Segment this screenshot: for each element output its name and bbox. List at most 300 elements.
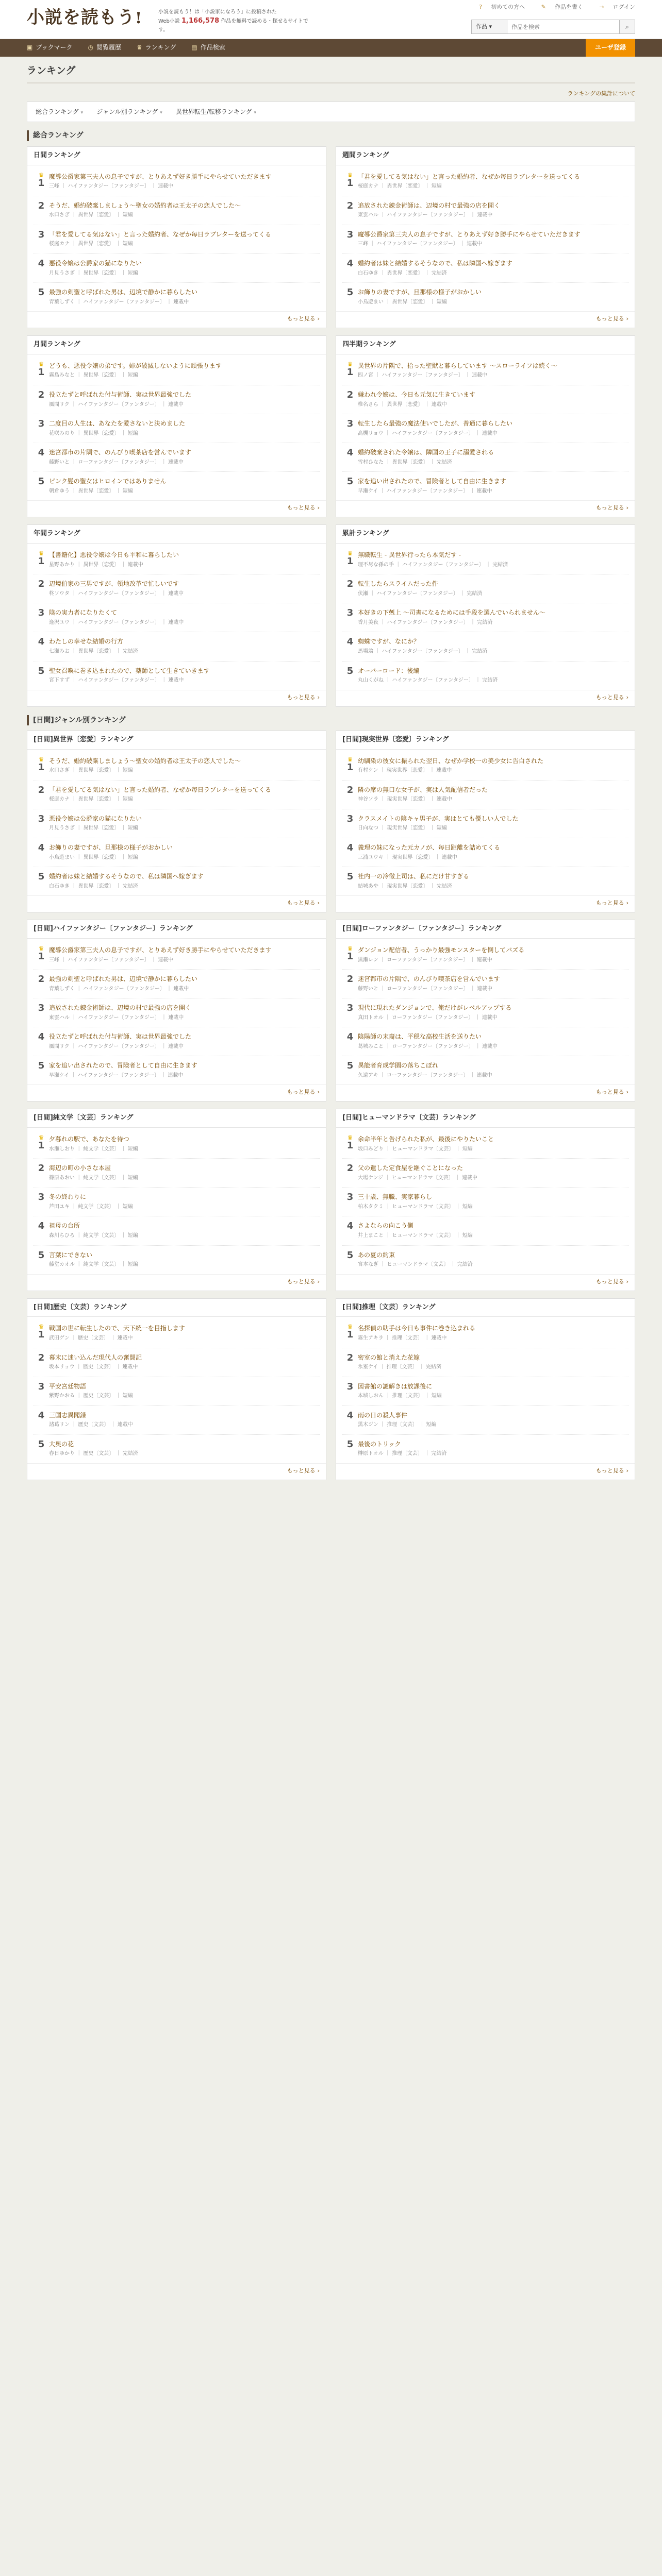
rank-number-value: 2 <box>38 1163 45 1174</box>
rank-number-value: 2 <box>38 1352 45 1363</box>
logo-mark: ! <box>135 9 143 27</box>
search-button[interactable] <box>620 20 635 34</box>
ranking-item <box>34 1056 320 1084</box>
rank-number-value: 1 <box>38 366 45 378</box>
novel-title-link[interactable]: 無職転生 - 異世界行ったら本気だす - <box>358 551 461 559</box>
rank-number-value: 1 <box>346 1140 354 1151</box>
more-link-label: もっと見る <box>287 315 316 323</box>
novel-title-link[interactable]: 「君を愛してる気はない」と言った婚約者、なぜか毎日ラブレターを送ってくる <box>358 173 581 180</box>
ranking-item-body <box>358 259 628 277</box>
novel-meta: 諸葛リン ｜ 歴史〔文芸〕 ｜ 連載中 <box>49 1422 133 1428</box>
novel-title-link[interactable]: 「君を愛してる気はない」と言った婚約者、なぜか毎日ラブレターを送ってくる <box>49 230 272 238</box>
novel-title-link[interactable]: 異能者育成学園の落ちこぼれ <box>358 1062 439 1070</box>
ranking-item-body <box>49 1439 320 1458</box>
rank-number <box>34 1221 49 1240</box>
rank-number-value: 2 <box>38 579 45 590</box>
crown-icon: ♛ <box>38 171 44 179</box>
ranking-list <box>27 1128 326 1274</box>
ranking-list <box>336 544 635 689</box>
ranking-item <box>342 225 628 254</box>
novel-title-link[interactable]: 最強の剣聖と呼ばれた男は、辺境で静かに暮らしたい <box>49 289 198 296</box>
more-link[interactable] <box>336 895 635 912</box>
novel-title-link[interactable]: 三十歳、無職、実家暮らし <box>358 1193 433 1201</box>
novel-meta: 東雲ハル ｜ ハイファンタジー〔ファンタジー〕 ｜ 連載中 <box>49 1014 184 1021</box>
ranking-box-title: 月間ランキング <box>27 336 326 354</box>
novel-title-link[interactable]: 義理の妹になった元カノが、毎日距離を詰めてくる <box>358 843 501 851</box>
more-link[interactable] <box>336 690 635 706</box>
novel-meta: 雪村ひなた ｜ 異世界〔恋愛〕 ｜ 完結済 <box>358 459 452 465</box>
ranking-item-body <box>49 1003 320 1022</box>
novel-title-link[interactable]: 海辺の町の小さな本屋 <box>49 1164 111 1172</box>
novel-title-link[interactable]: 転生したら最強の魔法使いでしたが、普通に暮らしたい <box>358 420 513 428</box>
section-title: [日間]ジャンル別ランキング <box>27 715 635 725</box>
more-link[interactable] <box>27 690 326 706</box>
rank-number <box>342 1032 358 1050</box>
rank-number-value: 5 <box>38 1060 45 1072</box>
ranking-item-body <box>358 361 628 380</box>
more-link[interactable] <box>336 1274 635 1291</box>
ranking-item-body <box>49 843 320 861</box>
ranking-item-body <box>358 477 628 495</box>
novel-meta: 桜庭カナ ｜ 異世界〔恋愛〕 ｜ 短編 <box>49 241 133 247</box>
ranking-item <box>34 1319 320 1348</box>
novel-title-link[interactable]: 悪役令嬢は公爵家の猫になりたい <box>49 815 142 822</box>
novel-meta: 久遠アキ ｜ ローファンタジー〔ファンタジー〕 ｜ 連載中 <box>358 1072 492 1078</box>
ranking-box-title: [日間]純文学〔文芸〕ランキング <box>27 1109 326 1128</box>
rank-number-value: 1 <box>38 177 45 189</box>
more-link[interactable] <box>336 1463 635 1480</box>
rank-number <box>342 1411 358 1429</box>
rank-number <box>34 390 49 409</box>
ranking-item-body <box>49 666 320 685</box>
chevron-right-icon: › <box>317 900 320 907</box>
search-category-select[interactable] <box>471 20 507 34</box>
ranking-item <box>342 632 628 661</box>
rank-number-value: 2 <box>38 389 45 400</box>
ranking-item-body <box>358 756 628 775</box>
novel-title-link[interactable]: 現代に現れたダンジョンで、俺だけがレベルアップする <box>358 1004 512 1012</box>
rank-number <box>34 201 49 219</box>
novel-meta: 月見うさぎ ｜ 異世界〔恋愛〕 ｜ 短編 <box>49 270 138 276</box>
ranking-item <box>34 1246 320 1274</box>
ranking-item-body <box>49 259 320 277</box>
ranking-item <box>342 1188 628 1216</box>
novel-title-link[interactable]: 家を追い出されたので、冒険者として自由に生きます <box>49 1062 197 1070</box>
rank-number-value: 4 <box>346 1221 354 1232</box>
chevron-right-icon: › <box>317 504 320 512</box>
novel-title-link[interactable]: 大奥の花 <box>49 1440 74 1448</box>
chevron-right-icon: › <box>626 1089 628 1096</box>
ranking-item <box>342 1056 628 1084</box>
rank-number <box>34 172 49 191</box>
ranking-item <box>34 752 320 781</box>
novel-title-link[interactable]: 三国志異聞録 <box>49 1411 87 1419</box>
novel-meta: 宮本なぎ ｜ ヒューマンドラマ〔文芸〕 ｜ 完結済 <box>358 1262 473 1268</box>
ranking-item <box>34 1377 320 1406</box>
ranking-item <box>34 998 320 1027</box>
section-title: 総合ランキング <box>27 130 635 141</box>
novel-title-link[interactable]: クラスメイトの陰キャ男子が、実はとても優しい人でした <box>358 815 519 822</box>
novel-title-link[interactable]: お飾りの妻ですが、旦那様の様子がおかしい <box>358 289 482 296</box>
ranking-item-body <box>358 1439 628 1458</box>
util-link-write[interactable] <box>534 4 583 10</box>
novel-meta: 水口さぎ ｜ 異世界〔恋愛〕 ｜ 短編 <box>49 768 133 774</box>
novel-title-link[interactable]: 役立たずと呼ばれた付与術師、実は世界最強でした <box>49 1033 192 1041</box>
ranking-item <box>34 1406 320 1435</box>
ranking-list <box>27 1317 326 1463</box>
novel-meta: 井上まこと ｜ ヒューマンドラマ〔文芸〕 ｜ 短編 <box>358 1233 473 1239</box>
novel-title-link[interactable]: 悪役令嬢は公爵家の猫になりたい <box>49 259 142 267</box>
ranking-item-body <box>49 1163 320 1182</box>
ranking-item <box>34 1130 320 1159</box>
ranking-box <box>336 146 635 328</box>
ranking-item-body <box>49 477 320 495</box>
novel-title-link[interactable]: 雨の日の殺人事件 <box>358 1411 408 1419</box>
novel-title-link[interactable]: わたしの幸せな結婚の行方 <box>49 638 124 646</box>
nav-item-bookmark[interactable] <box>27 43 73 52</box>
rank-number-value: 5 <box>346 871 354 883</box>
novel-title-link[interactable]: 最後のトリック <box>358 1440 401 1448</box>
novel-title-link[interactable]: 父の遺した定食屋を継ぐことになった <box>358 1164 464 1172</box>
novel-title-link[interactable]: 迷宮都市の片隅で、のんびり喫茶店を営んでいます <box>358 975 500 983</box>
novel-title-link[interactable]: 辺境伯家の三男ですが、領地改革で忙しいです <box>49 580 179 588</box>
rank-number <box>342 814 358 833</box>
ranking-item-body <box>49 1192 320 1211</box>
more-link[interactable] <box>27 895 326 912</box>
novel-title-link[interactable]: 幕末に迷い込んだ現代人の奮闘記 <box>49 1353 142 1361</box>
subnav-genre[interactable] <box>96 108 162 116</box>
crown-icon: ♛ <box>347 755 353 763</box>
ranking-item <box>342 1159 628 1188</box>
ranking-item <box>342 1435 628 1463</box>
novel-meta: 朝倉ゆう ｜ 異世界〔恋愛〕 ｜ 短編 <box>49 488 133 494</box>
crown-icon: ♛ <box>38 944 44 952</box>
rank-number-value: 3 <box>38 418 45 430</box>
ranking-item <box>342 941 628 970</box>
rank-number <box>34 637 49 655</box>
crown-icon: ♛ <box>38 1134 44 1142</box>
rank-number-value: 5 <box>346 1249 354 1261</box>
rank-number-value: 1 <box>346 761 354 773</box>
novel-meta: 馬場翁 ｜ ハイファンタジー〔ファンタジー〕 ｜ 完結済 <box>358 649 488 654</box>
rank-number <box>342 1192 358 1211</box>
novel-meta: 桜庭カナ ｜ 異世界〔恋愛〕 ｜ 短編 <box>358 183 442 190</box>
novel-title-link[interactable]: 言葉にできない <box>49 1251 93 1259</box>
ranking-item <box>342 662 628 690</box>
rank-number <box>34 1324 49 1342</box>
ranking-box-title: [日間]ヒューマンドラマ〔文芸〕ランキング <box>336 1109 635 1128</box>
ranking-item <box>34 472 320 500</box>
rank-number <box>342 872 358 890</box>
novel-title-link[interactable]: 平安宮廷物語 <box>49 1382 87 1390</box>
novel-title-link[interactable]: 異世界の片隅で、拾った聖獣と暮らしています ～スローライフは続く～ <box>358 362 557 369</box>
rank-number-value: 2 <box>38 784 45 795</box>
novel-title-link[interactable]: 陰の実力者になりたくて <box>49 609 118 617</box>
ranking-item-body <box>358 1192 628 1211</box>
ranking-list <box>336 750 635 895</box>
novel-meta: 青葉しずく ｜ ハイファンタジー〔ファンタジー〕 ｜ 連載中 <box>49 299 189 305</box>
novel-meta: 神谷ソラ ｜ 現実世界〔恋愛〕 ｜ 連載中 <box>358 796 452 803</box>
ranking-item <box>342 809 628 838</box>
user-register-button[interactable]: ユーザ登録 <box>586 39 635 57</box>
more-link-label: もっと見る <box>595 693 624 701</box>
logo-text: 小説を読もう <box>27 7 135 28</box>
ranking-box-title: 日間ランキング <box>27 147 326 165</box>
ranking-box <box>27 335 326 517</box>
novel-title-link[interactable]: 余命半年と告げられた私が、最後にやりたいこと <box>358 1136 494 1143</box>
chevron-down-icon: ▾ <box>489 23 492 30</box>
novel-title-link[interactable]: 冬の終わりに <box>49 1193 87 1201</box>
ranking-list <box>336 1317 635 1463</box>
rank-number <box>342 608 358 626</box>
novel-title-link[interactable]: 追放された錬金術師は、辺境の村で最強の店を開く <box>49 1004 192 1012</box>
rank-number-value: 4 <box>346 842 354 853</box>
novel-title-link[interactable]: 嫌われ令嬢は、今日も元気に生きています <box>358 391 476 398</box>
chevron-right-icon: › <box>626 504 628 512</box>
ranking-item <box>34 1216 320 1245</box>
rank-number <box>34 550 49 569</box>
rank-number-value: 1 <box>38 761 45 773</box>
novel-title-link[interactable]: ピンク髪の聖女はヒロインではありません <box>49 478 167 485</box>
site-logo[interactable] <box>27 5 142 30</box>
novel-title-link[interactable]: 陰陽師の末裔は、平穏な高校生活を送りたい <box>358 1033 482 1041</box>
ranking-box-title: 四半期ランキング <box>336 336 635 354</box>
novel-title-link[interactable]: ダンジョン配信者、うっかり最強モンスターを倒してバズる <box>358 946 525 954</box>
novel-title-link[interactable]: そうだ、婚約破棄しましょう～聖女の婚約者は王太子の恋人でした～ <box>49 757 241 765</box>
novel-title-link[interactable]: 「君を愛してる気はない」と言った婚約者、なぜか毎日ラブレターを送ってくる <box>49 786 272 793</box>
chevron-down-icon: ▾ <box>160 110 162 115</box>
novel-title-link[interactable]: 密室の館と消えた花嫁 <box>358 1353 420 1361</box>
novel-meta: 藤堂カオル ｜ 純文学〔文芸〕 ｜ 短編 <box>49 1262 138 1268</box>
ranking-item-body <box>49 785 320 804</box>
ranking-item <box>342 603 628 632</box>
rank-number <box>34 1353 49 1371</box>
util-link-guide[interactable] <box>472 4 525 10</box>
ranking-box-title: 週間ランキング <box>336 147 635 165</box>
nav-item-ranking[interactable] <box>137 43 176 52</box>
chevron-right-icon: › <box>317 1089 320 1096</box>
ranking-item-body <box>49 872 320 890</box>
more-link-label: もっと見る <box>595 315 624 323</box>
rank-number-value: 3 <box>346 607 354 619</box>
rank-number-value: 2 <box>38 200 45 211</box>
ranking-item <box>34 1159 320 1188</box>
novel-meta: 大場ケンジ ｜ ヒューマンドラマ〔文芸〕 ｜ 連載中 <box>358 1175 477 1181</box>
novel-meta: 月見うさぎ ｜ 異世界〔恋愛〕 ｜ 短編 <box>49 825 138 832</box>
novel-title-link[interactable]: 婚約破棄された令嬢は、隣国の王子に溺愛される <box>358 449 494 456</box>
novel-meta: 宮下すず ｜ ハイファンタジー〔ファンタジー〕 ｜ 連載中 <box>49 677 184 684</box>
novel-meta: 森川ちひろ ｜ 純文学〔文芸〕 ｜ 短編 <box>49 1233 138 1239</box>
rank-number <box>34 785 49 804</box>
ranking-item-body <box>49 361 320 380</box>
rank-number-value: 1 <box>38 1140 45 1151</box>
novel-title-link[interactable]: あの夏の約束 <box>358 1251 395 1259</box>
novel-meta: 早瀬ケイ ｜ ハイファンタジー〔ファンタジー〕 ｜ 連載中 <box>49 1072 184 1078</box>
ranking-item-body <box>358 1250 628 1269</box>
subnav-overall[interactable] <box>36 108 83 116</box>
novel-title-link[interactable]: 魔導公爵家第三夫人の息子ですが、とりあえず好き勝手にやらせていただきます <box>358 230 581 238</box>
more-link[interactable] <box>27 1463 326 1480</box>
ranking-guide-link[interactable]: ランキングの集計について <box>567 90 635 97</box>
nav-item-history[interactable] <box>88 43 122 52</box>
ranking-item-body <box>49 390 320 409</box>
more-link[interactable] <box>27 1274 326 1291</box>
ranking-item <box>342 1406 628 1435</box>
novel-title-link[interactable]: 魔導公爵家第三夫人の息子ですが、とりあえず好き勝手にやらせていただきます <box>49 946 272 954</box>
rank-number <box>34 1192 49 1211</box>
novel-title-link[interactable]: そうだ、婚約破棄しましょう～聖女の婚約者は王太子の恋人でした～ <box>49 201 241 209</box>
novel-meta: 三峰 ｜ ハイファンタジー〔ファンタジー〕 ｜ 連載中 <box>358 241 483 247</box>
novel-meta: 日向なつ ｜ 現実世界〔恋愛〕 ｜ 短編 <box>358 825 447 832</box>
novel-title-link[interactable]: 役立たずと呼ばれた付与術師、実は世界最強でした <box>49 391 192 398</box>
more-link-label: もっと見る <box>287 1089 316 1096</box>
rank-number <box>342 785 358 804</box>
ranking-grid <box>27 146 635 707</box>
novel-title-link[interactable]: 婚約者は妹と結婚するそうなので、私は隣国へ嫁ぎます <box>49 873 204 880</box>
novel-title-link[interactable]: 祖母の台所 <box>49 1222 80 1230</box>
ranking-item <box>342 867 628 895</box>
crown-icon: ♛ <box>347 360 353 368</box>
novel-meta: 三峰 ｜ ハイファンタジー〔ファンタジー〕 ｜ 連載中 <box>49 183 174 190</box>
novel-title-link[interactable]: 迷宮都市の片隅で、のんびり喫茶店を営んでいます <box>49 449 191 456</box>
novel-title-link[interactable]: 最強の剣聖と呼ばれた男は、辺境で静かに暮らしたい <box>49 975 198 983</box>
novel-meta: 本城しおん ｜ 推理〔文芸〕 ｜ 短編 <box>358 1393 442 1399</box>
rank-number <box>342 1250 358 1269</box>
rank-number <box>342 579 358 598</box>
novel-meta: 丸山くがね ｜ ハイファンタジー〔ファンタジー〕 ｜ 完結済 <box>358 677 498 684</box>
ranking-item <box>342 414 628 443</box>
ranking-item-body <box>358 448 628 466</box>
more-link[interactable] <box>27 500 326 517</box>
search-box <box>471 20 635 34</box>
novel-title-link[interactable]: 二度目の人生は、あなたを愛さないと決めました <box>49 420 186 428</box>
subnav-isekai-label: 異世界転生/転移ランキング <box>175 108 252 115</box>
novel-title-link[interactable]: お飾りの妻ですが、旦那様の様子がおかしい <box>49 843 173 851</box>
subnav-isekai[interactable] <box>176 108 256 116</box>
rank-number <box>342 448 358 466</box>
ranking-item <box>34 357 320 385</box>
more-link-label: もっと見る <box>287 1278 316 1285</box>
novel-title-link[interactable]: 転生したらスライムだった件 <box>358 580 438 588</box>
chevron-down-icon: ▾ <box>254 110 257 115</box>
novel-title-link[interactable]: 名探偵の助手は今日も事件に巻き込まれる <box>358 1325 476 1332</box>
ranking-box-title: [日間]ローファンタジー〔ファンタジー〕ランキング <box>336 920 635 939</box>
novel-title-link[interactable]: 戦国の世に転生したので、天下統一を目指します <box>49 1325 185 1332</box>
novel-title-link[interactable]: 隣の席の無口な女子が、実は人気配信者だった <box>358 786 488 793</box>
novel-meta: 霧島みなと ｜ 異世界〔恋愛〕 ｜ 短編 <box>49 372 138 379</box>
novel-title-link[interactable]: 社内一の冷徹上司は、私にだけ甘すぎる <box>358 873 470 880</box>
ranking-list <box>336 354 635 500</box>
ranking-item <box>34 941 320 970</box>
rank-number-value: 3 <box>346 418 354 430</box>
novel-title-link[interactable]: 婚約者は妹と結婚するそうなので、私は隣国へ嫁ぎます <box>358 259 512 267</box>
more-link[interactable] <box>27 311 326 328</box>
rank-number-value: 2 <box>346 1352 354 1363</box>
ranking-item-body <box>49 172 320 191</box>
novel-title-link[interactable]: 幼馴染の彼女に振られた翌日、なぜか学校一の美少女に告白された <box>358 757 544 765</box>
ranking-item-body <box>358 872 628 890</box>
ranking-item <box>34 838 320 867</box>
ranking-item-body <box>358 230 628 248</box>
rank-number-value: 3 <box>38 813 45 824</box>
rank-number-value: 3 <box>38 229 45 240</box>
chevron-right-icon: › <box>317 1467 320 1474</box>
rank-number <box>342 1221 358 1240</box>
ranking-item <box>34 970 320 998</box>
ranking-item <box>34 574 320 603</box>
rank-number-value: 5 <box>38 1438 45 1450</box>
ranking-list <box>27 939 326 1084</box>
novel-meta: 柏木タクミ ｜ ヒューマンドラマ〔文芸〕 ｜ 短編 <box>358 1204 473 1210</box>
novel-title-link[interactable]: 本好きの下剋上 ～司書になるためには手段を選んでいられません～ <box>358 609 545 617</box>
rank-number-value: 3 <box>346 229 354 240</box>
ranking-box-title: [日間]現実世界〔恋愛〕ランキング <box>336 731 635 750</box>
more-link[interactable] <box>336 500 635 517</box>
chevron-right-icon: › <box>626 315 628 323</box>
rank-number-value: 2 <box>346 389 354 400</box>
novel-title-link[interactable]: 家を追い出されたので、冒険者として自由に生きます <box>358 478 506 485</box>
novel-title-link[interactable]: 図書館の謎解きは放課後に <box>358 1382 433 1390</box>
novel-meta: 榊原トオル ｜ 推理〔文芸〕 ｜ 完結済 <box>358 1451 447 1457</box>
search-input[interactable] <box>507 20 620 34</box>
rank-number-value: 1 <box>346 951 354 962</box>
ranking-box <box>336 524 635 706</box>
ranking-item-body <box>358 172 628 191</box>
util-link-login[interactable] <box>592 4 635 10</box>
novel-meta: 紫野かおる ｜ 歴史〔文芸〕 ｜ 短編 <box>49 1393 133 1399</box>
ranking-item <box>342 546 628 574</box>
ranking-item <box>342 998 628 1027</box>
novel-title-link[interactable]: 聖女召喚に巻き込まれたので、薬師として生きていきます <box>49 667 210 674</box>
ranking-item-body <box>49 756 320 775</box>
trophy-icon: ♛ <box>137 44 142 52</box>
novel-title-link[interactable]: 夕暮れの駅で、あなたを待つ <box>49 1136 129 1143</box>
novel-title-link[interactable]: どうも、悪役令嬢の弟です。姉が破滅しないように頑張ります <box>49 362 222 369</box>
crown-icon: ♛ <box>347 550 353 557</box>
novel-meta: 結城あや ｜ 現実世界〔恋愛〕 ｜ 完結済 <box>358 883 452 889</box>
rank-number <box>342 361 358 380</box>
bookmark-icon: ▣ <box>27 44 33 52</box>
rank-number <box>34 945 49 964</box>
crown-icon: ♛ <box>347 1323 353 1331</box>
novel-meta: 四ノ宮 ｜ ハイファンタジー〔ファンタジー〕 ｜ 連載中 <box>358 372 488 379</box>
nav-item-search[interactable] <box>191 43 225 52</box>
more-link-label: もっと見る <box>595 900 624 907</box>
novel-title-link[interactable]: 蜘蛛ですが、なにか？ <box>358 638 420 646</box>
more-link[interactable] <box>27 1084 326 1101</box>
ranking-item-body <box>358 579 628 598</box>
more-link[interactable] <box>336 1084 635 1101</box>
rank-number <box>34 1439 49 1458</box>
ranking-item-body <box>358 1163 628 1182</box>
novel-meta: 春日ゆかり ｜ 歴史〔文芸〕 ｜ 完結済 <box>49 1451 138 1457</box>
novel-title-link[interactable]: 追放された錬金術師は、辺境の村で最強の店を開く <box>358 201 501 209</box>
ranking-item-body <box>358 666 628 685</box>
novel-meta: 高槻リョウ ｜ ハイファンタジー〔ファンタジー〕 ｜ 連載中 <box>358 430 498 436</box>
rank-number <box>34 1134 49 1153</box>
rank-number-value: 5 <box>346 287 354 298</box>
rank-number-value: 5 <box>38 476 45 487</box>
novel-title-link[interactable]: さよならの向こう側 <box>358 1222 414 1230</box>
novel-title-link[interactable]: 【書籍化】悪役令嬢は今日も平和に暮らしたい <box>49 551 179 559</box>
novel-title-link[interactable]: 魔導公爵家第三夫人の息子ですが、とりあえず好き勝手にやらせていただきます <box>49 173 272 180</box>
chevron-right-icon: › <box>626 1467 628 1474</box>
rank-number <box>34 1411 49 1429</box>
more-link[interactable] <box>336 311 635 328</box>
novel-title-link[interactable]: オーバーロード：後編 <box>358 667 420 674</box>
more-link-label: もっと見る <box>287 1467 316 1474</box>
ranking-item <box>34 1188 320 1216</box>
